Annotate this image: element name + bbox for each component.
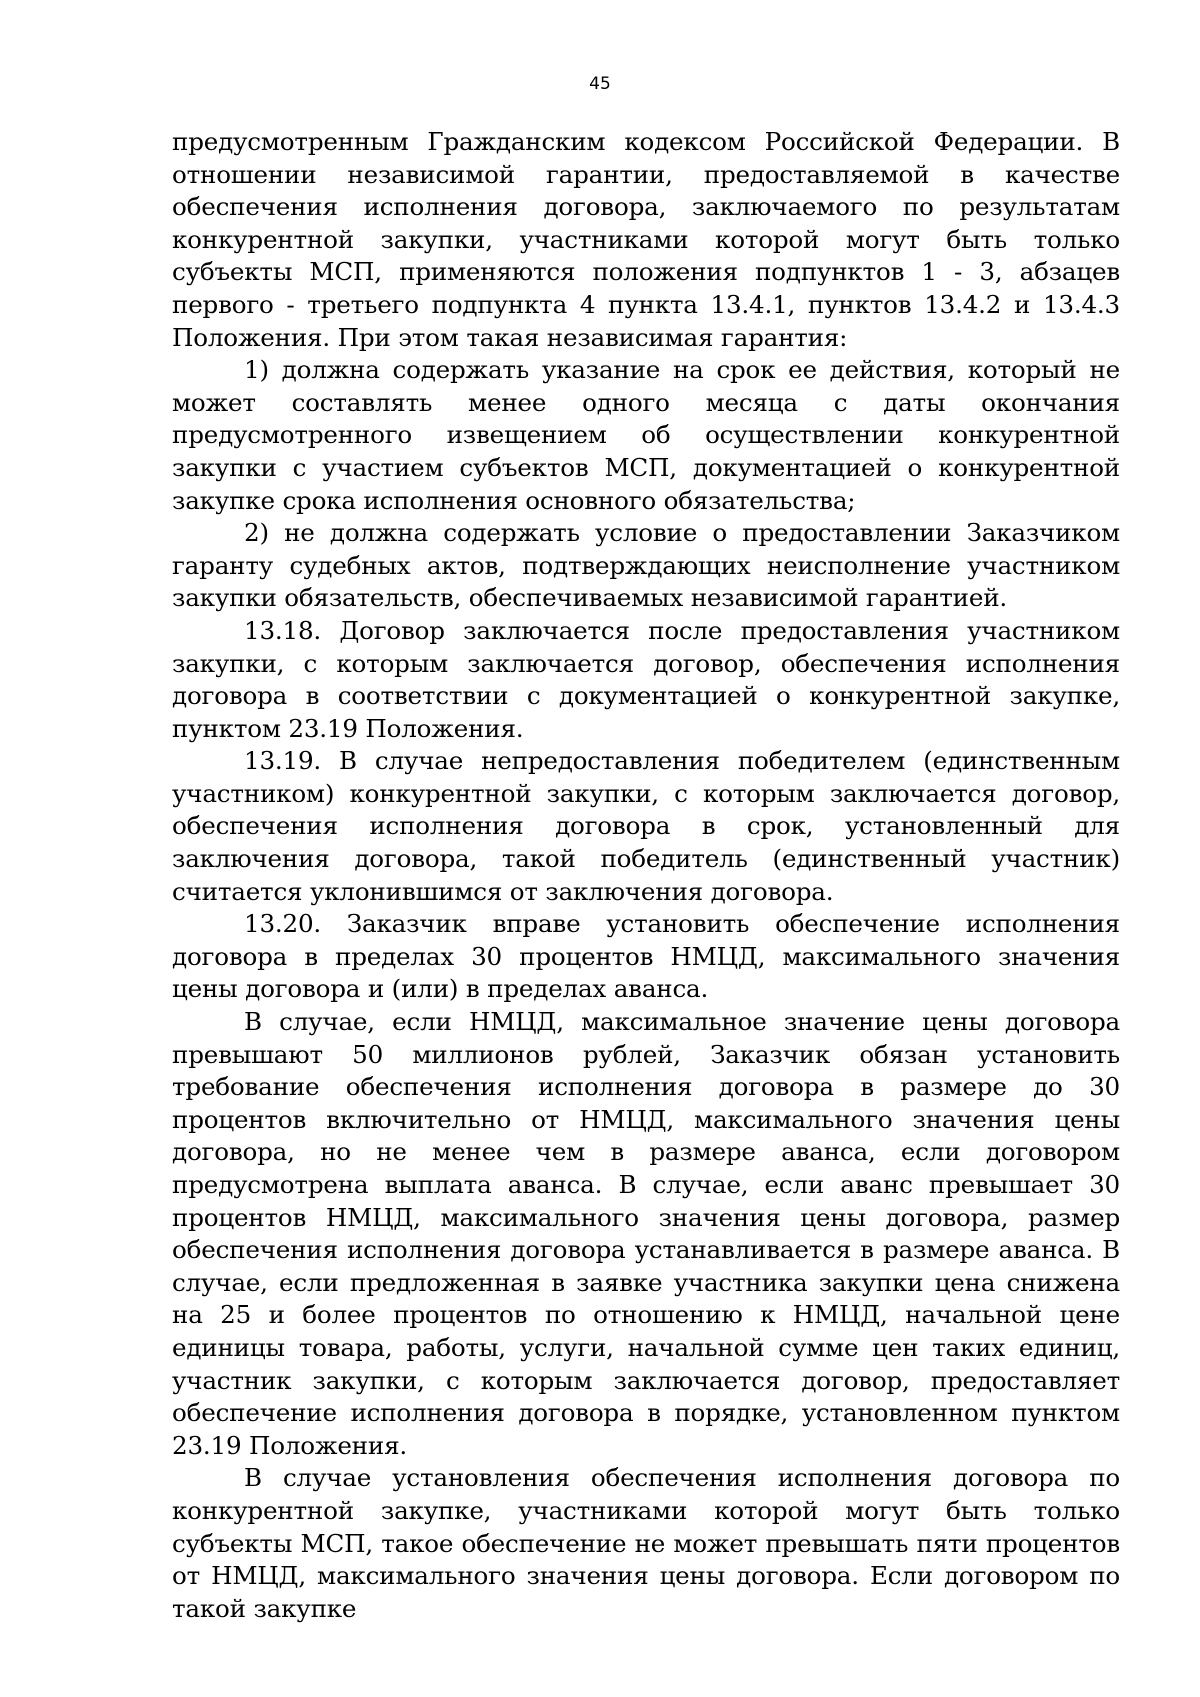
page-number: 45	[589, 74, 611, 94]
paragraph-guarantee-term: 1) должна содержать указание на срок ее действия, который не может составлять менее одного месяца с даты окончания предусмотренного извещением об осуществлении конкурентной закупки с участием субъектов МСП, документацией о конкурентной закупке срока исполнения основного обязательства;	[172, 355, 1120, 515]
paragraph-13-19: 13.19. В случае непредоставления победителем (единственным участником) конкурентной закупки, с которым заключается договор, обеспечения исполнения договора в срок, установленный для заключения договора, такой победитель (единственный участник) считается уклонившимся от заключения договора.	[172, 746, 1120, 906]
paragraph-continuation: предусмотренным Гражданским кодексом Российской Федерации. В отношении независимой гарантии, предоставляемой в качестве обеспечения исполнения договора, заключаемого по результатам конкурентной закупки, участниками которой могут быть только субъекты МСП, применяются положения подпунктов 1 - 3, абзацев первого - третьего подпункта 4 пункта 13.4.1, пунктов 13.4.2 и 13.4.3 Положения. При этом такая независимая гарантия:	[172, 127, 1120, 352]
document-body	[172, 126, 1120, 1625]
paragraph-msp-security: В случае установления обеспечения исполнения договора по конкурентной закупке, участниками которой могут быть только субъекты МСП, такое обеспечение не может превышать пяти процентов от НМЦД, максимального значения цены договора. Если договором по такой закупке	[172, 1463, 1120, 1623]
paragraph-over-50-million: В случае, если НМЦД, максимальное значение цены договора превышают 50 миллионов рублей, Заказчик обязан установить требование обеспечения исполнения договора в размере до 30 процентов включительно от НМЦД, максимального значения цены договора, но не менее чем в размере аванса, если договором предусмотрена выплата аванса. В случае, если аванс превышает 30 процентов НМЦД, максимального значения цены договора, размер обеспечения исполнения договора устанавливается в размере аванса. В случае, если предложенная в заявке участника закупки цена снижена на 25 и более процентов по отношению к НМЦД, начальной цене единицы товара, работы, услуги, начальной сумме цен таких единиц, участник закупки, с которым заключается договор, предоставляет обеспечение исполнения договора в порядке, установленном пунктом 23.19 Положения.	[172, 1007, 1120, 1460]
paragraph-13-18: 13.18. Договор заключается после предоставления участником закупки, с которым заключается договор, обеспечения исполнения договора в соответствии с документацией о конкурентной закупке, пунктом 23.19 Положения.	[172, 615, 1120, 743]
paragraph-guarantee-condition: 2) не должна содержать условие о предоставлении Заказчиком гаранту судебных актов, подтверждающих неисполнение участником закупки обязательств, обеспечиваемых независимой гарантией.	[172, 518, 1120, 613]
paragraph-13-20: 13.20. Заказчик вправе установить обеспечение исполнения договора в пределах 30 процентов НМЦД, максимального значения цены договора и (или) в пределах аванса.	[172, 909, 1120, 1004]
